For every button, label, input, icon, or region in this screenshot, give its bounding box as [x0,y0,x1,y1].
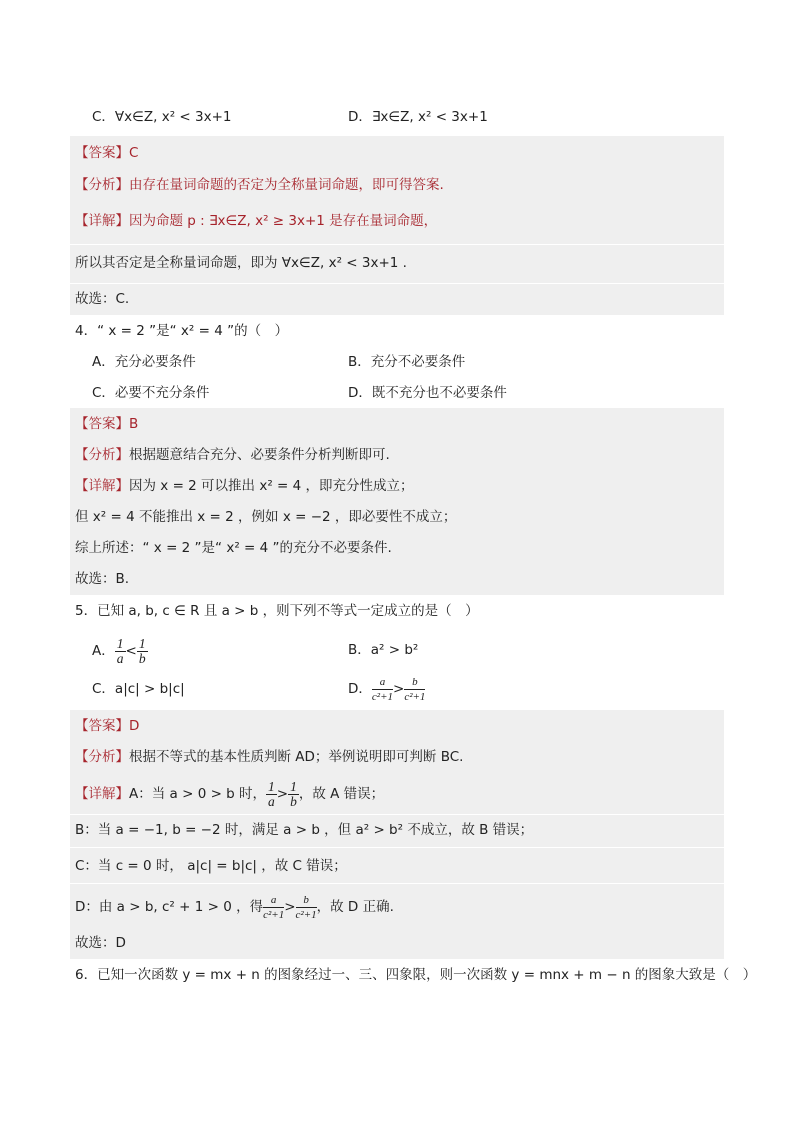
q4-detail-3: 综上所述：“ x = 2 ”是“ x² = 4 ”的充分不必要条件. [75,540,392,556]
fraction [296,893,317,922]
denominator: c²+1 [263,908,285,921]
fraction [404,675,425,704]
divider [70,814,724,815]
q4-stem: 4．“ x = 2 ”是“ x² = 4 ”的（ ） [75,323,289,339]
answer-value: D [129,718,140,734]
fraction [137,637,148,666]
q5-option-c: C．a|c| > b|c| [92,681,185,697]
q5-analysis [75,747,463,767]
analysis-label: 【分析】 [75,749,129,765]
divider [70,883,724,884]
denominator: b [290,793,297,809]
q4-option-a: A．充分必要条件 [92,354,196,370]
denominator: c²+1 [371,690,394,703]
q4-detail-1 [75,476,414,496]
numerator: b [404,675,425,690]
q3-option-c: C．∀x∈Z, x² < 3x+1 [92,109,232,125]
q5-stem: 5．已知 a, b, c ∈ R 且 a > b ，则下列不等式一定成立的是（ ） [75,603,479,619]
fraction [288,780,299,809]
fraction [263,893,284,922]
q5-detail-1 [75,776,384,812]
q4-answer [75,414,138,434]
q5-choose: 故选：D [75,935,126,951]
detail-text: 因为命题 p : ∃x∈Z, x² ≥ 3x+1 是存在量词命题， [129,213,438,229]
denominator: a [116,650,124,666]
denominator: a [268,793,275,809]
q3-choose: 故选：C. [75,291,130,307]
q5-option-d [348,671,425,707]
fraction [115,637,126,666]
answer-label: 【答案】 [75,416,129,432]
q3-detail-1 [75,211,437,231]
q3-analysis [75,175,444,195]
q4-option-b: B．充分不必要条件 [348,354,466,370]
answer-label: 【答案】 [75,718,129,734]
numerator: 1 [116,635,124,651]
q3-option-d: D．∃x∈Z, x² < 3x+1 [348,109,488,125]
analysis-label: 【分析】 [75,447,129,463]
q3-answer [75,143,138,163]
numerator: a [263,893,284,908]
denominator: c²+1 [404,690,426,703]
denominator: c²+1 [295,908,317,921]
q4-analysis [75,445,390,465]
divider [70,283,724,284]
analysis-text: 由存在量词命题的否定为全称量词命题，即可得答案. [129,177,444,193]
q4-solution-box [70,408,724,595]
q3-detail-2: 所以其否定是全称量词命题，即为 ∀x∈Z, x² < 3x+1 . [75,255,407,271]
answer-value: B [129,416,139,432]
fraction [372,675,393,704]
q4-option-d: D．既不充分也不必要条件 [348,385,507,401]
detail-text: ，故 A 错误； [298,786,385,802]
q5-option-a [92,634,148,668]
operator: < [125,643,137,659]
analysis-text: 根据题意结合充分、必要条件分析判断即可. [129,447,390,463]
detail-text: 因为 x = 2 可以推出 x² = 4 ，即充分性成立； [129,478,414,494]
operator: > [393,681,405,697]
q6-stem: 6．已知一次函数 y = mx + n 的图象经过一、三、四象限，则一次函数 y = mnx + m − n 的图象大致是（ ） [75,967,757,983]
answer-label: 【答案】 [75,145,129,161]
q5-answer [75,716,139,736]
denominator: b [138,650,146,666]
numerator: 1 [138,635,146,651]
operator: > [284,899,296,915]
analysis-label: 【分析】 [75,177,129,193]
answer-value: C [129,145,139,161]
divider [70,244,724,245]
divider [70,847,724,848]
q5-option-b: B．a² > b² [348,642,419,658]
q4-choose: 故选：B. [75,571,130,587]
detail-text: ，故 D 正确. [316,899,394,915]
numerator: 1 [290,778,297,794]
analysis-text: 根据不等式的基本性质判断 AD；举例说明即可判断 BC. [129,749,464,765]
q4-option-c: C．必要不充分条件 [92,385,210,401]
option-letter: D． [348,681,372,697]
q5-detail-2: B：当 a = −1, b = −2 时，满足 a > b ，但 a² > b² 不成立，故 B 错误； [75,822,534,838]
numerator: b [296,893,317,908]
q4-detail-2: 但 x² = 4 不能推出 x = 2 ，例如 x = −2 ，即必要性不成立； [75,509,457,525]
detail-label: 【详解】 [75,213,129,229]
detail-label: 【详解】 [75,786,129,802]
q5-detail-3: C：当 c = 0 时， a|c| = b|c| ，故 C 错误； [75,858,347,874]
detail-text: A：当 a > 0 > b 时， [129,786,267,802]
numerator: a [372,675,393,690]
detail-label: 【详解】 [75,478,129,494]
option-letter: A． [92,643,115,659]
detail-text: D：由 a > b, c² + 1 > 0 ，得 [75,899,264,915]
q5-detail-4 [75,889,394,925]
fraction [266,780,277,809]
operator: > [276,786,289,802]
numerator: 1 [268,778,275,794]
